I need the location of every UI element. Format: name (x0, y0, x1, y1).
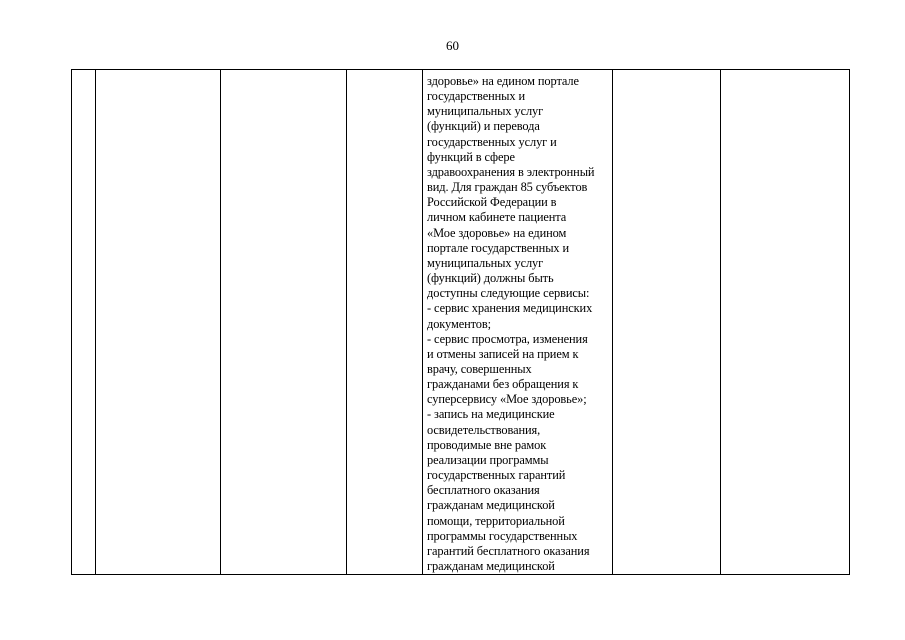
table-cell-responsible (613, 70, 721, 575)
cell-text (721, 70, 849, 74)
cell-text (613, 70, 720, 74)
table-cell-number (72, 70, 96, 575)
page-number: 60 (446, 38, 459, 53)
cell-text (96, 70, 220, 74)
cell-text (347, 70, 422, 74)
cell-text: здоровье» на едином портале государственных и муниципальных услуг (функций) и перевода государственных услуг и функций в сфере здравоохранения в электронный вид. Для граждан 85 субъектов Российской Федерации в личном кабинете пациента «Мое здоровье» на едином портале государственных и муниципальных услуг (функций) должны быть доступны следующие сервисы: - сервис хранения медицинских документов; - сервис просмотра, изменения и отмены записей на прием к врачу, совершенных гражданами без обращения к суперсервису «Мое здоровье»; - запись на медицинские освидетельствования, проводимые вне рамок реализации программы государственных гарантий бесплатного оказания гражданам медицинской помощи, территориальной программы государственных гарантий бесплатного оказания гражданам медицинской (427, 74, 595, 573)
document-table (71, 69, 850, 575)
cell-text (72, 70, 95, 74)
table-cell-name (96, 70, 221, 575)
cell-text (221, 70, 346, 74)
table-cell-notes (721, 70, 850, 575)
table-cell-deadline (347, 70, 423, 575)
table-cell-description (423, 70, 613, 575)
table-cell-goal (221, 70, 347, 575)
table-row (72, 70, 850, 575)
